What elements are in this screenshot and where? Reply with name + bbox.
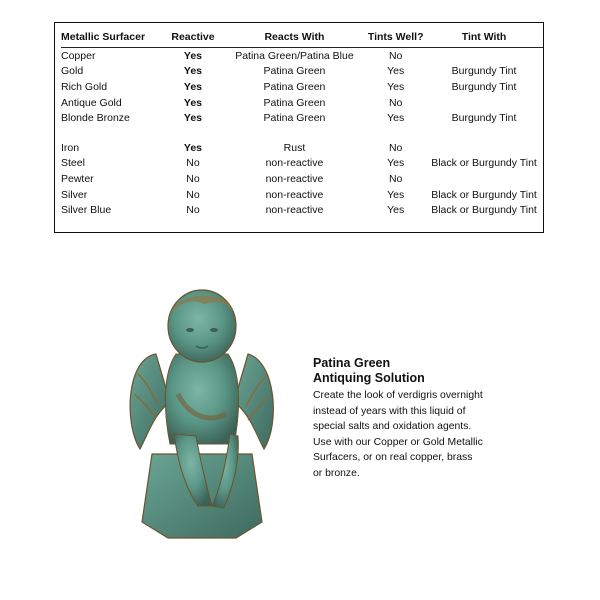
cell-tints-well: Yes (387, 157, 405, 170)
cell-tints-well: Yes (387, 204, 405, 217)
product-title-line2: Antiquing Solution (313, 371, 425, 385)
cell-tints-well: Yes (387, 65, 405, 78)
description-line: or bronze. (313, 467, 360, 479)
product-description-text (313, 388, 533, 482)
cell-reacts-with: Patina Green (263, 80, 326, 93)
cell-surfacer: Antique Gold (61, 96, 122, 109)
cell-reacts-with: non-reactive (265, 172, 324, 185)
cell-surfacer: Rich Gold (61, 80, 108, 93)
description-line: Use with our Copper or Gold Metallic (313, 436, 483, 448)
table-body (61, 48, 543, 218)
cell-reacts-with: Patina Green (263, 65, 326, 78)
cell-reacts-with: non-reactive (265, 188, 324, 201)
angel-statue-image (126, 284, 278, 542)
table-row (61, 95, 543, 111)
cell-tint-with: Black or Burgundy Tint (431, 157, 537, 170)
table-row (61, 202, 543, 218)
cell-reactive: Yes (183, 49, 203, 62)
cell-tints-well: Yes (387, 188, 405, 201)
cell-tint-with (425, 95, 543, 111)
table-row (61, 187, 543, 203)
cell-reacts-with: Patina Green/Patina Blue (235, 49, 354, 62)
cell-surfacer: Silver Blue (61, 204, 112, 217)
cell-reactive: Yes (183, 112, 203, 125)
cell-tints-well: No (388, 96, 403, 109)
product-title-line1: Patina Green (313, 356, 391, 370)
cell-reactive: Yes (183, 96, 203, 109)
cell-reactive: No (186, 157, 200, 170)
description-line: special salts and oxidation agents. (313, 421, 472, 433)
cell-reactive: No (186, 188, 200, 201)
table-row (61, 48, 543, 64)
cell-reactive: No (186, 172, 200, 185)
cell-surfacer: Silver (61, 188, 88, 201)
header-tint-with: Tint With (425, 27, 543, 48)
cell-surfacer: Copper (61, 49, 96, 62)
description-line: Create the look of verdigris overnight (313, 390, 483, 401)
cell-reactive: Yes (183, 141, 203, 154)
table-header-row (61, 27, 543, 48)
cell-surfacer: Steel (61, 157, 85, 170)
cell-reacts-with: non-reactive (265, 157, 324, 170)
cell-reactive: Yes (183, 65, 203, 78)
header-reacts-with: Reacts With (223, 27, 367, 48)
surfacer-table (61, 27, 543, 218)
surfacer-table-box (54, 22, 544, 233)
table-row (61, 110, 543, 126)
cell-reacts-with: Patina Green (263, 112, 326, 125)
table-row (61, 79, 543, 95)
cell-reacts-with: Rust (283, 141, 306, 154)
cell-surfacer: Gold (61, 65, 84, 78)
cell-reactive: Yes (183, 80, 203, 93)
description-line: Surfacers, or on real copper, brass (313, 452, 473, 464)
table-row (61, 156, 543, 172)
cell-tints-well: No (388, 172, 403, 185)
cell-tint-with (425, 171, 543, 187)
cell-tint-with: Black or Burgundy Tint (431, 204, 537, 217)
header-metallic-surfacer: Metallic Surfacer (61, 27, 163, 48)
cell-tint-with: Burgundy Tint (451, 65, 517, 78)
description-line: instead of years with this liquid of (313, 405, 466, 417)
header-tints-well: Tints Well? (366, 27, 425, 48)
cell-tints-well: Yes (387, 80, 405, 93)
cell-tints-well: Yes (387, 112, 405, 125)
cell-surfacer: Pewter (61, 172, 94, 185)
table-row (61, 64, 543, 80)
cell-tint-with: Black or Burgundy Tint (431, 188, 537, 201)
cell-tint-with: Burgundy Tint (451, 112, 517, 125)
cell-surfacer: Blonde Bronze (61, 112, 130, 125)
cell-reacts-with: Patina Green (263, 96, 326, 109)
cell-tints-well: No (388, 141, 403, 154)
cell-reacts-with: non-reactive (265, 204, 324, 217)
cell-tint-with: Burgundy Tint (451, 80, 517, 93)
header-reactive: Reactive (163, 27, 222, 48)
cell-surfacer: Iron (61, 141, 80, 154)
cell-tints-well: No (388, 49, 403, 62)
cell-tint-with (425, 140, 543, 156)
table-row (61, 140, 543, 156)
cell-reactive: No (186, 204, 200, 217)
cell-tint-with (425, 48, 543, 64)
table-spacer-row (61, 126, 543, 140)
product-description (313, 356, 533, 482)
table-row (61, 171, 543, 187)
